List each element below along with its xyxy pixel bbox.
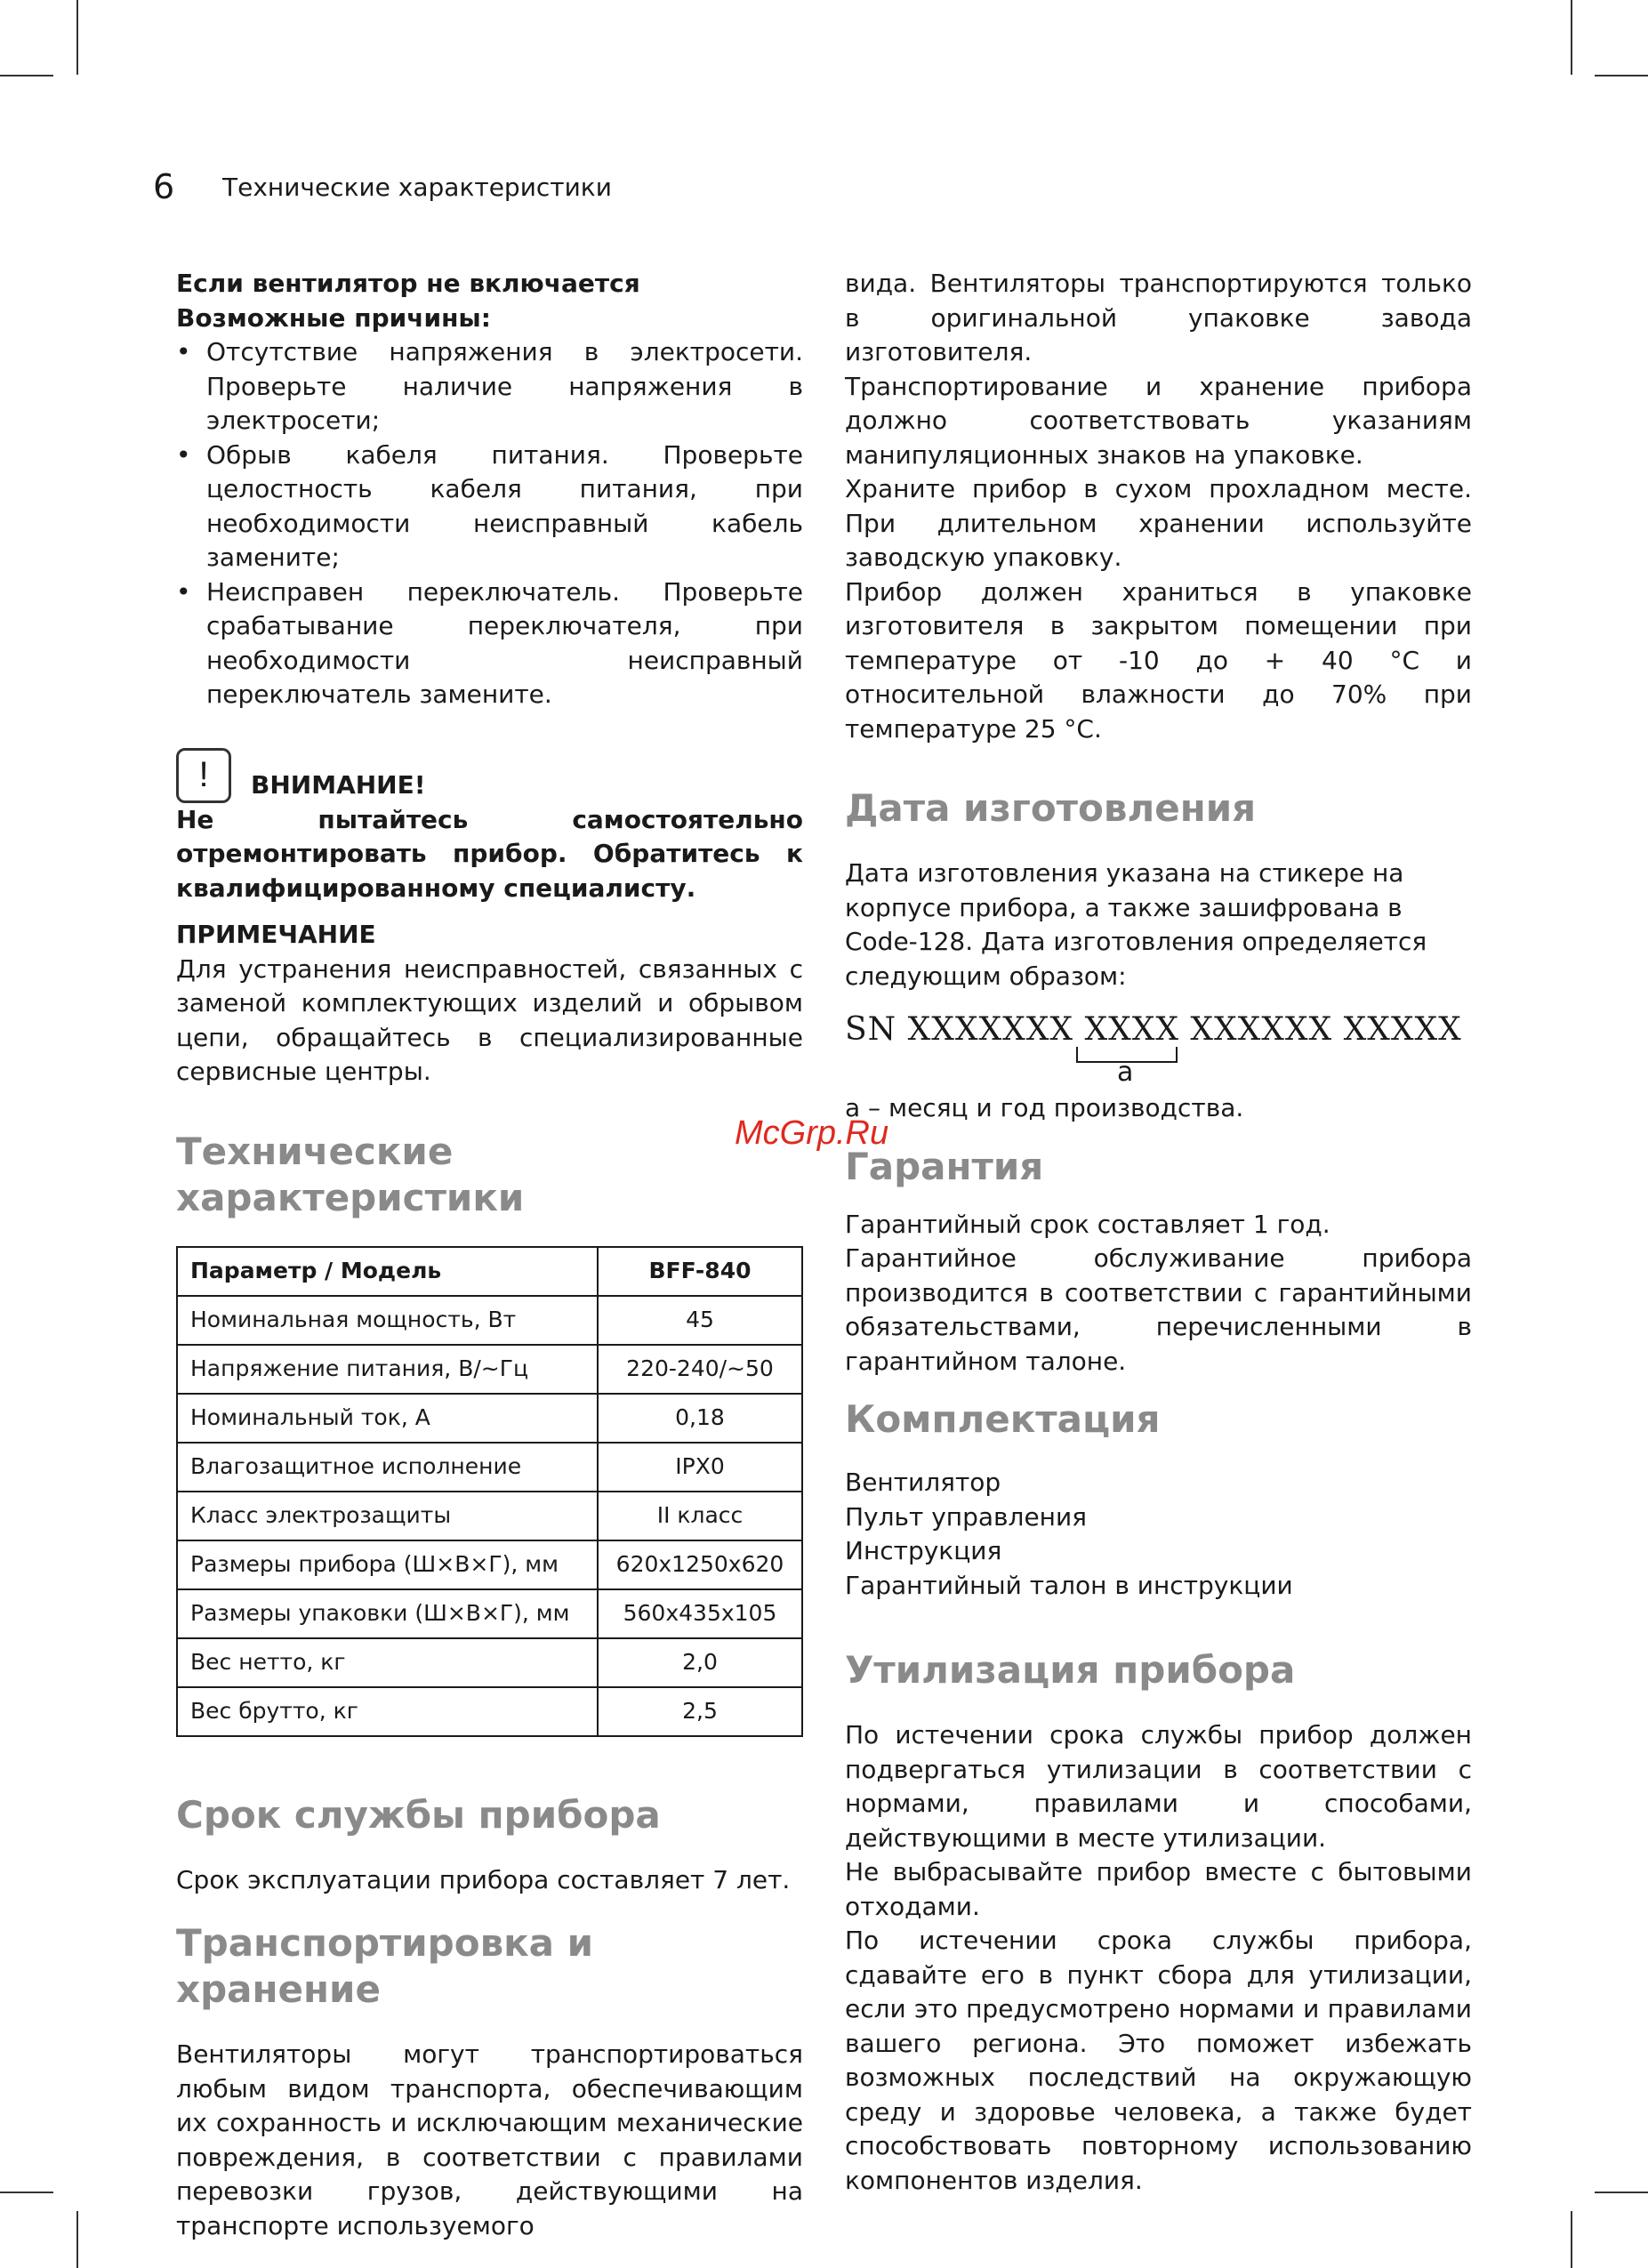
table-row bbox=[177, 1589, 802, 1638]
right-column bbox=[845, 267, 1472, 2198]
crop-mark bbox=[0, 2192, 53, 2193]
table-row bbox=[177, 1443, 802, 1492]
crop-mark bbox=[1571, 0, 1572, 75]
value-cell: 45 bbox=[598, 1296, 802, 1345]
left-column bbox=[176, 267, 803, 2243]
watermark: McGrp.Ru bbox=[735, 1114, 889, 1152]
value-cell: 560х435х105 bbox=[598, 1589, 802, 1638]
param-cell: Вес брутто, кг bbox=[177, 1687, 598, 1736]
serial-number-diagram bbox=[845, 1011, 1472, 1088]
kit-heading: Комплектация bbox=[845, 1397, 1161, 1441]
specs-heading: Технические характеристики bbox=[176, 1129, 525, 1219]
crop-mark bbox=[1595, 75, 1648, 76]
date-heading: Дата изготовления bbox=[845, 786, 1257, 830]
value-cell: 220-240/~50 bbox=[598, 1345, 802, 1394]
table-header-cell: Параметр / Модель bbox=[177, 1247, 598, 1296]
warning-header bbox=[176, 748, 803, 803]
crop-mark bbox=[1595, 2192, 1648, 2193]
crop-mark bbox=[0, 75, 53, 76]
warning-text: Не пытайтесь самостоятельно отремонтировать прибор. Обратитесь к квалифицированному специалисту. bbox=[176, 804, 803, 903]
causes-list bbox=[176, 335, 803, 712]
trouble-title: Если вентилятор не включается bbox=[176, 269, 640, 298]
serial-code: SN XXXXXXX XXXX XXXXXX XXXXX bbox=[845, 1011, 1462, 1048]
transport-paragraph: Храните прибор в сухом прохладном месте. При длительном хранении используйте заводскую упаковку. bbox=[845, 474, 1472, 572]
param-cell: Влагозащитное исполнение bbox=[177, 1443, 598, 1492]
date-text: Дата изготовления указана на стикере на корпусе прибора, а также зашифрована в Code-128. Дата изготовления определяется следующим образом: bbox=[845, 858, 1427, 991]
table-header-cell: BFF-840 bbox=[598, 1247, 802, 1296]
note-title: ПРИМЕЧАНИЕ bbox=[176, 920, 376, 949]
value-cell: 2,0 bbox=[598, 1638, 802, 1687]
value-cell: 0,18 bbox=[598, 1394, 802, 1443]
exclamation-icon: ! bbox=[176, 748, 231, 803]
value-cell: IPX0 bbox=[598, 1443, 802, 1492]
specs-table bbox=[176, 1246, 803, 1737]
transport-paragraph: Прибор должен храниться в упаковке изготовителя в закрытом помещении при температуре от -10 до + 40 °С и относительной влажности до 70% при температуре 25 °С. bbox=[845, 576, 1472, 744]
table-row bbox=[177, 1394, 802, 1443]
service-heading: Срок службы прибора bbox=[176, 1792, 661, 1837]
table-row bbox=[177, 1540, 802, 1589]
trouble-subtitle: Возможные причины: bbox=[176, 302, 491, 333]
list-item: • Отсутствие напряжения в электросети. Проверьте наличие напряжения в электросети; bbox=[176, 335, 803, 438]
warranty-heading: Гарантия bbox=[845, 1144, 1044, 1188]
warning-title: ВНИМАНИЕ! bbox=[251, 770, 426, 800]
crop-mark bbox=[1571, 2211, 1572, 2268]
value-cell: 2,5 bbox=[598, 1687, 802, 1736]
crop-mark bbox=[76, 0, 78, 75]
transport-heading: Транспортировка и хранение bbox=[176, 1921, 594, 2011]
transport-paragraph: Транспортирование и хранение прибора должно соответствовать указаниям манипуляционных знаков на упаковке. bbox=[845, 371, 1472, 470]
list-item: Вентилятор bbox=[845, 1468, 1001, 1497]
value-cell: 620х1250х620 bbox=[598, 1540, 802, 1589]
param-cell: Класс электрозащиты bbox=[177, 1492, 598, 1540]
param-cell: Напряжение питания, В/~Гц bbox=[177, 1345, 598, 1394]
list-item: Инструкция bbox=[845, 1536, 1002, 1565]
disposal-heading: Утилизация прибора bbox=[845, 1648, 1296, 1692]
list-item: Гарантийный талон в инструкции bbox=[845, 1570, 1293, 1600]
transport-continued: вида. Вентиляторы транспортируются только в оригинальной упаковке завода изготовителя. bbox=[845, 269, 1472, 366]
crop-mark bbox=[76, 2211, 78, 2268]
note-text: Для устранения неисправностей, связанных с заменой комплектующих изделий и обрывом цепи, обращайтесь в специализированные сервисные центры. bbox=[176, 953, 803, 1086]
disposal-text: По истечении срока службы прибора, сдавайте его в пункт сбора для утилизации, если это предусмотрено нормами и правилами вашего региона. Это поможет избежать возможных последствий на окружающую среду и здоровье человека, а также будет способствовать повторному использованию компонентов изделия. bbox=[845, 1926, 1472, 2195]
param-cell: Размеры прибора (Ш×В×Г), мм bbox=[177, 1540, 598, 1589]
disposal-text: По истечении срока службы прибор должен подвергаться утилизации в соответствии с нормами, правилами и способами, действующими в месте утилизации. bbox=[845, 1720, 1472, 1853]
service-text: Срок эксплуатации прибора составляет 7 лет. bbox=[176, 1864, 791, 1894]
value-cell: II класс bbox=[598, 1492, 802, 1540]
table-row bbox=[177, 1296, 802, 1345]
table-header-row bbox=[177, 1247, 802, 1296]
kit-list bbox=[845, 1466, 1472, 1603]
table-row bbox=[177, 1638, 802, 1687]
param-cell: Номинальная мощность, Вт bbox=[177, 1296, 598, 1345]
param-cell: Вес нетто, кг bbox=[177, 1638, 598, 1687]
transport-text: Вентиляторы могут транспортироваться любым видом транспорта, обеспечивающим их сохранность и исключающим механические повреждения, в соответствии с правилами перевозки грузов, действующими на транспорте используемого bbox=[176, 2039, 803, 2240]
param-cell: Номинальный ток, А bbox=[177, 1394, 598, 1443]
serial-caption: a – месяц и год производства. bbox=[845, 1093, 1244, 1122]
warranty-text: Гарантийный срок составляет 1 год. bbox=[845, 1209, 1330, 1239]
warranty-text: Гарантийное обслуживание прибора производится в соответствии с гарантийными обязательствами, перечисленными в гарантийном талоне. bbox=[845, 1243, 1472, 1376]
bracket-label: a bbox=[1117, 1057, 1134, 1088]
param-cell: Размеры упаковки (Ш×В×Г), мм bbox=[177, 1589, 598, 1638]
page-number: 6 bbox=[153, 167, 175, 206]
disposal-text: Не выбрасывайте прибор вместе с бытовыми отходами. bbox=[845, 1857, 1472, 1921]
table-row bbox=[177, 1345, 802, 1394]
table-row bbox=[177, 1687, 802, 1736]
list-item: Пульт управления bbox=[845, 1501, 1088, 1532]
list-item: • Неисправен переключатель. Проверьте срабатывание переключателя, при необходимости неисправный переключатель замените. bbox=[176, 575, 803, 712]
table-row bbox=[177, 1492, 802, 1540]
running-title: Технические характеристики bbox=[222, 173, 612, 202]
list-item: • Обрыв кабеля питания. Проверьте целостность кабеля питания, при необходимости неисправный кабель замените; bbox=[176, 438, 803, 575]
